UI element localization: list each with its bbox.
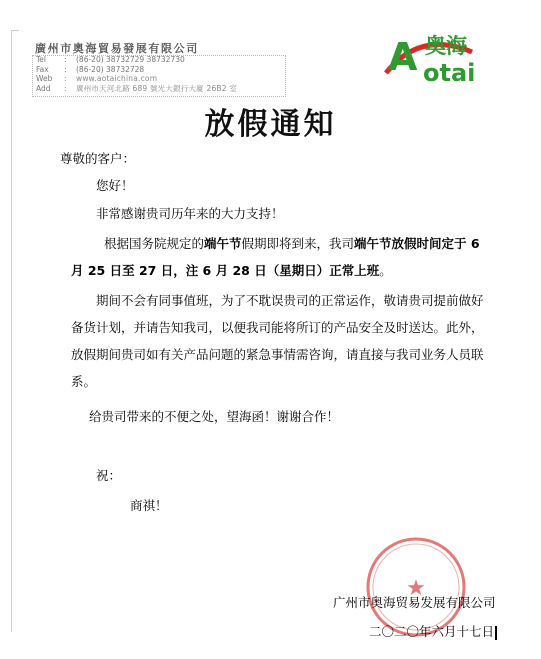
apology-line: 给贵司带来的不便之处，望海函！谢谢合作！	[89, 409, 340, 424]
margin-rule-top	[11, 30, 19, 31]
contact-separator: :	[64, 55, 67, 64]
greeting: 您好！	[96, 178, 134, 193]
contact-row-address	[36, 84, 237, 94]
signature-date-line	[369, 622, 497, 640]
holiday-para-line1	[104, 230, 480, 257]
contact-row-tel	[36, 55, 237, 65]
contact-label: Fax	[36, 64, 49, 74]
letterhead-contacts	[36, 55, 237, 93]
holiday-para-line2	[71, 257, 392, 284]
contact-value: (86-20) 38732729 38732730	[76, 55, 185, 64]
contact-row-web	[36, 74, 237, 84]
contact-separator: :	[64, 64, 67, 74]
closing-zhu: 祝：	[96, 468, 122, 483]
arrangement-para-line1: 期间不会有同事值班，为了不耽误贵司的正常运作，敬请贵司提前做好	[96, 293, 484, 308]
contact-value: (86-20) 38732728	[76, 64, 145, 74]
contact-label: Web	[36, 74, 53, 84]
text-run-bold: 端午节	[204, 236, 242, 251]
contact-row-fax	[36, 65, 237, 75]
seal-star: ★	[406, 576, 426, 601]
closing-shangqi: 商祺！	[130, 498, 168, 513]
arrangement-para-line3: 放假期间贵司如有关产品问题的紧急事情需咨询，请直接与我司业务人员联	[71, 347, 484, 362]
text-run: 假期即将到来，我司	[241, 236, 355, 251]
signature-company: 广州市奥海贸易发展有限公司	[333, 595, 496, 610]
contact-separator: :	[64, 83, 67, 93]
letterhead-company-name: 廣州市奧海貿易發展有限公司	[35, 42, 199, 55]
text-run-bold: 注 6 月 28 日（星期日）正常上班	[185, 263, 380, 278]
thanks-line: 非常感谢贵司历年来的大力支持！	[96, 206, 284, 221]
text-run-bold: 月 25 日至 27 日，	[71, 263, 186, 278]
contact-label: Add	[36, 83, 51, 93]
notice-title: 放假通知	[204, 107, 337, 142]
signature-date: 二〇二〇年六月十七日	[369, 624, 495, 639]
text-cursor[interactable]	[495, 626, 497, 640]
text-run-bold: 端午节放假时间定于 6	[354, 236, 480, 251]
contact-separator: :	[64, 74, 67, 84]
logo-big-a: A	[388, 35, 418, 79]
text-run: 。	[379, 263, 392, 278]
contact-value: 廣州市天河北路 689 號光大銀行大廈 26B2 室	[76, 83, 238, 93]
contact-value: www.aotaichina.com	[76, 74, 158, 84]
company-logo	[380, 26, 505, 86]
text-run: 根据国务院规定的	[104, 236, 205, 251]
arrangement-para-line4: 系。	[71, 374, 97, 389]
salutation: 尊敬的客户：	[60, 151, 136, 166]
logo-latin-text: otai	[423, 59, 476, 86]
arrangement-para-line2: 备货计划，并请告知我司，以便我司能将所订的产品安全及时送达。此外，	[71, 320, 484, 335]
contact-label: Tel	[36, 55, 47, 64]
logo-chinese-text: 奥海	[425, 34, 467, 58]
